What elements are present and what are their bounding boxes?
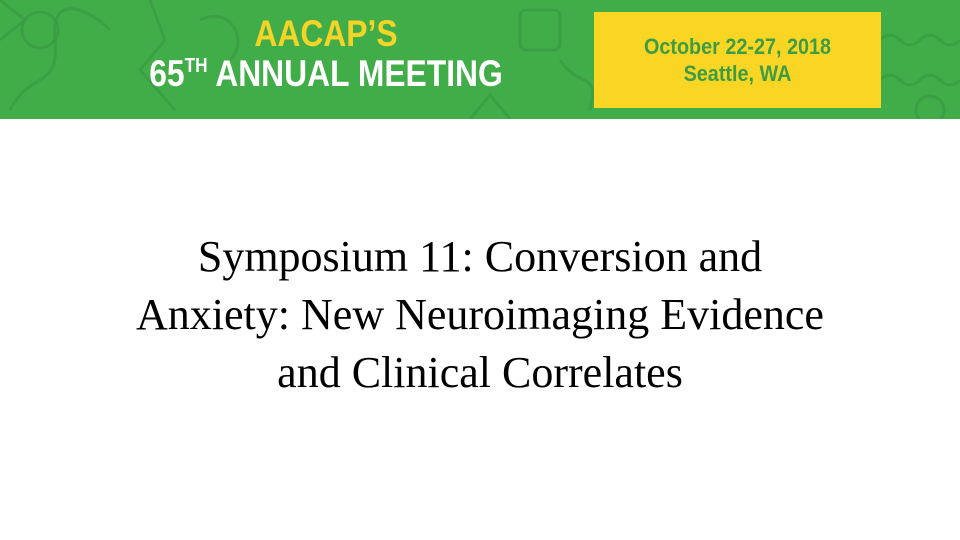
meeting-name: ANNUAL MEETING bbox=[215, 53, 503, 94]
meeting-dates: October 22-27, 2018 bbox=[643, 34, 832, 59]
meeting-banner bbox=[0, 0, 960, 119]
meeting-name-line bbox=[132, 54, 521, 94]
meeting-location: Seattle, WA bbox=[683, 61, 792, 86]
symposium-title-line-1: Symposium 11: Conversion and bbox=[197, 232, 763, 281]
symposium-title-line-3: and Clinical Correlates bbox=[277, 348, 683, 397]
meeting-title bbox=[100, 14, 552, 94]
meeting-number: 65 bbox=[149, 53, 185, 94]
symposium-title bbox=[20, 228, 940, 402]
meeting-ordinal: TH bbox=[184, 55, 208, 77]
date-location-box bbox=[594, 12, 881, 108]
symposium-title-line-2: Anxiety: New Neuroimaging Evidence bbox=[136, 290, 824, 339]
meeting-org: AACAP’S bbox=[254, 13, 398, 54]
